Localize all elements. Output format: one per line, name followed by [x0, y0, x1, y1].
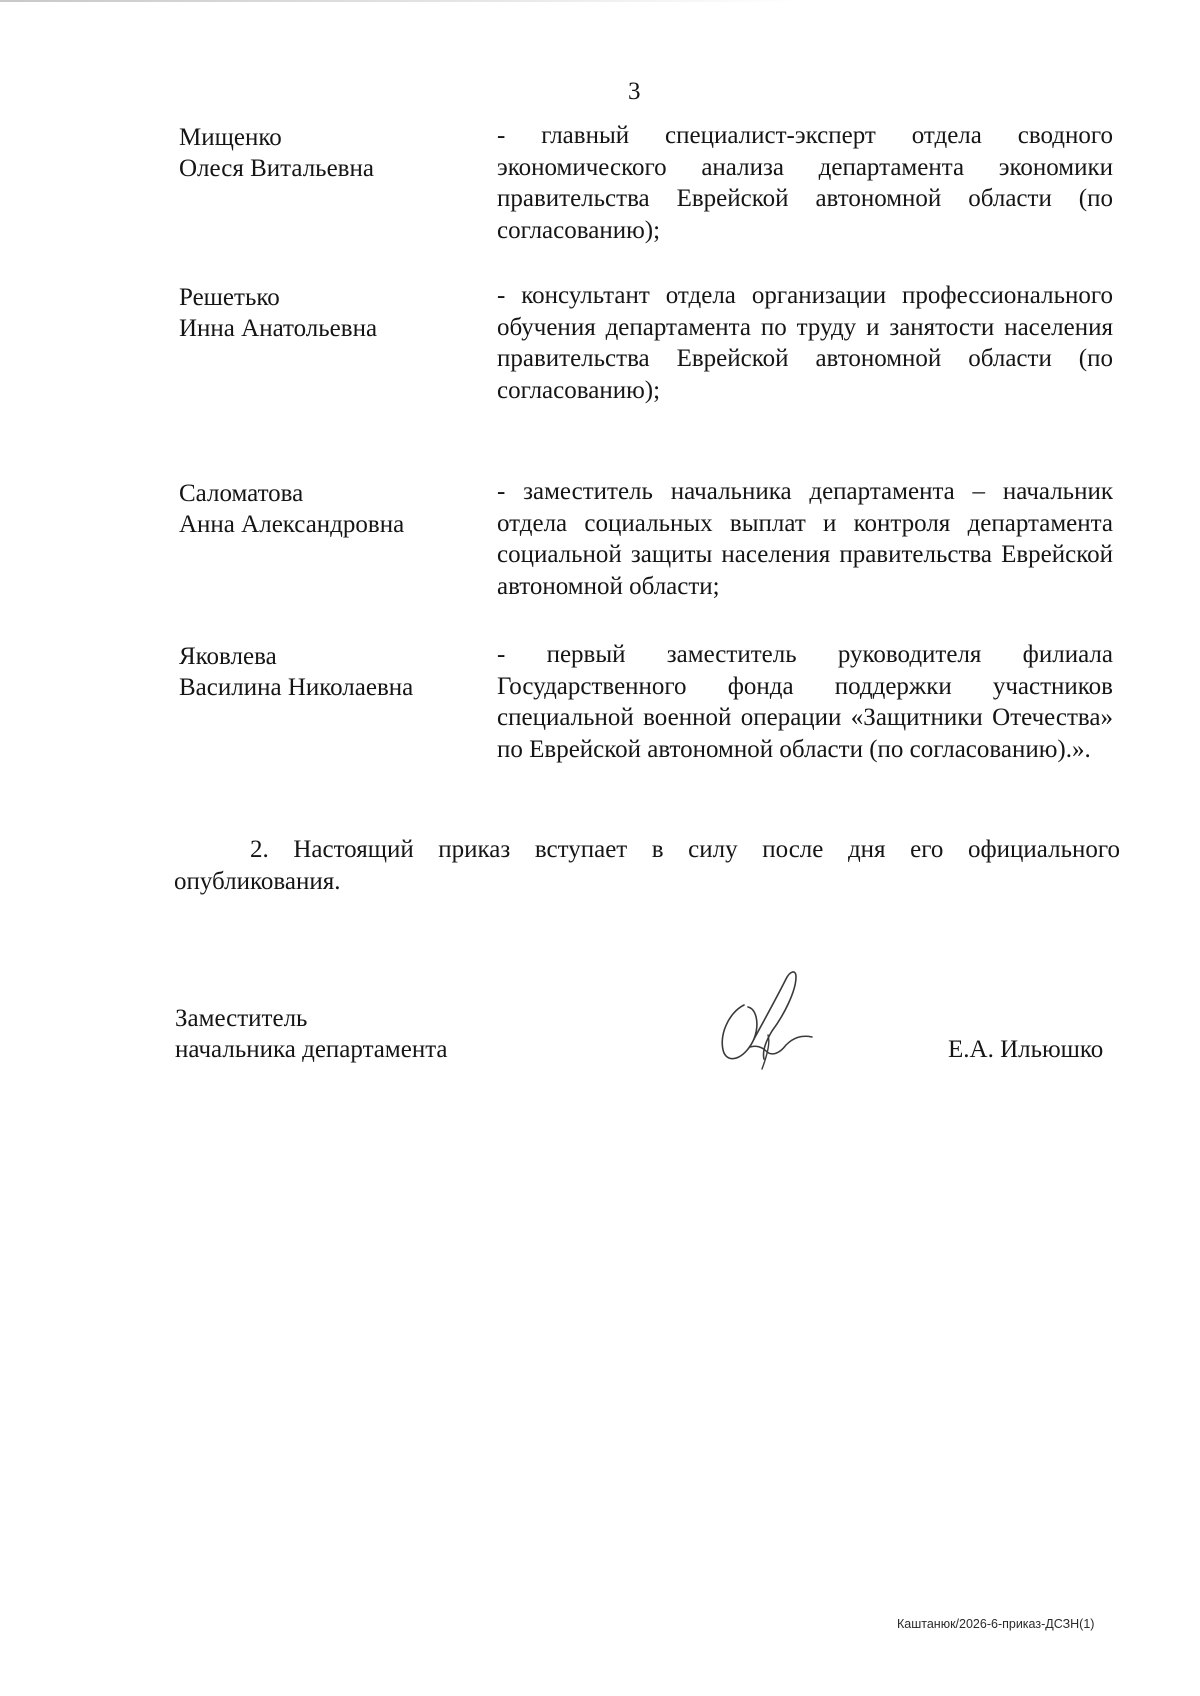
member-name: [179, 641, 479, 703]
signer-position-line: начальника департамента: [175, 1036, 448, 1063]
member-surname: Решетько: [179, 284, 280, 311]
member-given-names: Анна Александровна: [179, 511, 405, 538]
member-given-names: Инна Анатольевна: [179, 315, 378, 342]
signer-name: Е.А. Ильюшко: [948, 1036, 1104, 1063]
document-code: Каштанюк/2026-6-приказ-ДСЗН(1): [897, 1617, 1095, 1631]
scan-edge-line: [0, 0, 800, 2]
member-role: - первый заместитель руководителя филиала Государственного фонда поддержки участников специальной военной операции «Защитники Отечества» по Еврейской автономной области (по согласованию).».: [497, 641, 1113, 763]
signer-position-line: Заместитель: [175, 1005, 308, 1032]
member-role: - заместитель начальника департамента – начальник отдела социальных выплат и контроля департамента социальной защиты населения правительства Еврейской автономной области;: [497, 478, 1113, 600]
member-surname: Мищенко: [179, 124, 282, 151]
member-name: [179, 478, 479, 540]
member-role: - главный специалист-эксперт отдела сводного экономического анализа департамента экономики правительства Еврейской автономной области (по согласованию);: [497, 122, 1113, 244]
member-role: - консультант отдела организации профессионального обучения департамента по труду и занятости населения правительства Еврейской автономной области (по согласованию);: [497, 282, 1113, 404]
member-given-names: Василина Николаевна: [179, 674, 414, 701]
member-surname: Саломатова: [179, 480, 304, 507]
clause-2-paragraph: 2. Настоящий приказ вступает в силу после дня его официального опубликования.: [174, 836, 1120, 895]
page-number: 3: [628, 78, 641, 105]
signer-position: [175, 1003, 535, 1065]
handwritten-signature: [710, 965, 820, 1075]
member-name: [179, 282, 479, 344]
member-surname: Яковлева: [179, 643, 277, 670]
member-given-names: Олеся Витальевна: [179, 155, 374, 182]
member-name: [179, 122, 479, 184]
